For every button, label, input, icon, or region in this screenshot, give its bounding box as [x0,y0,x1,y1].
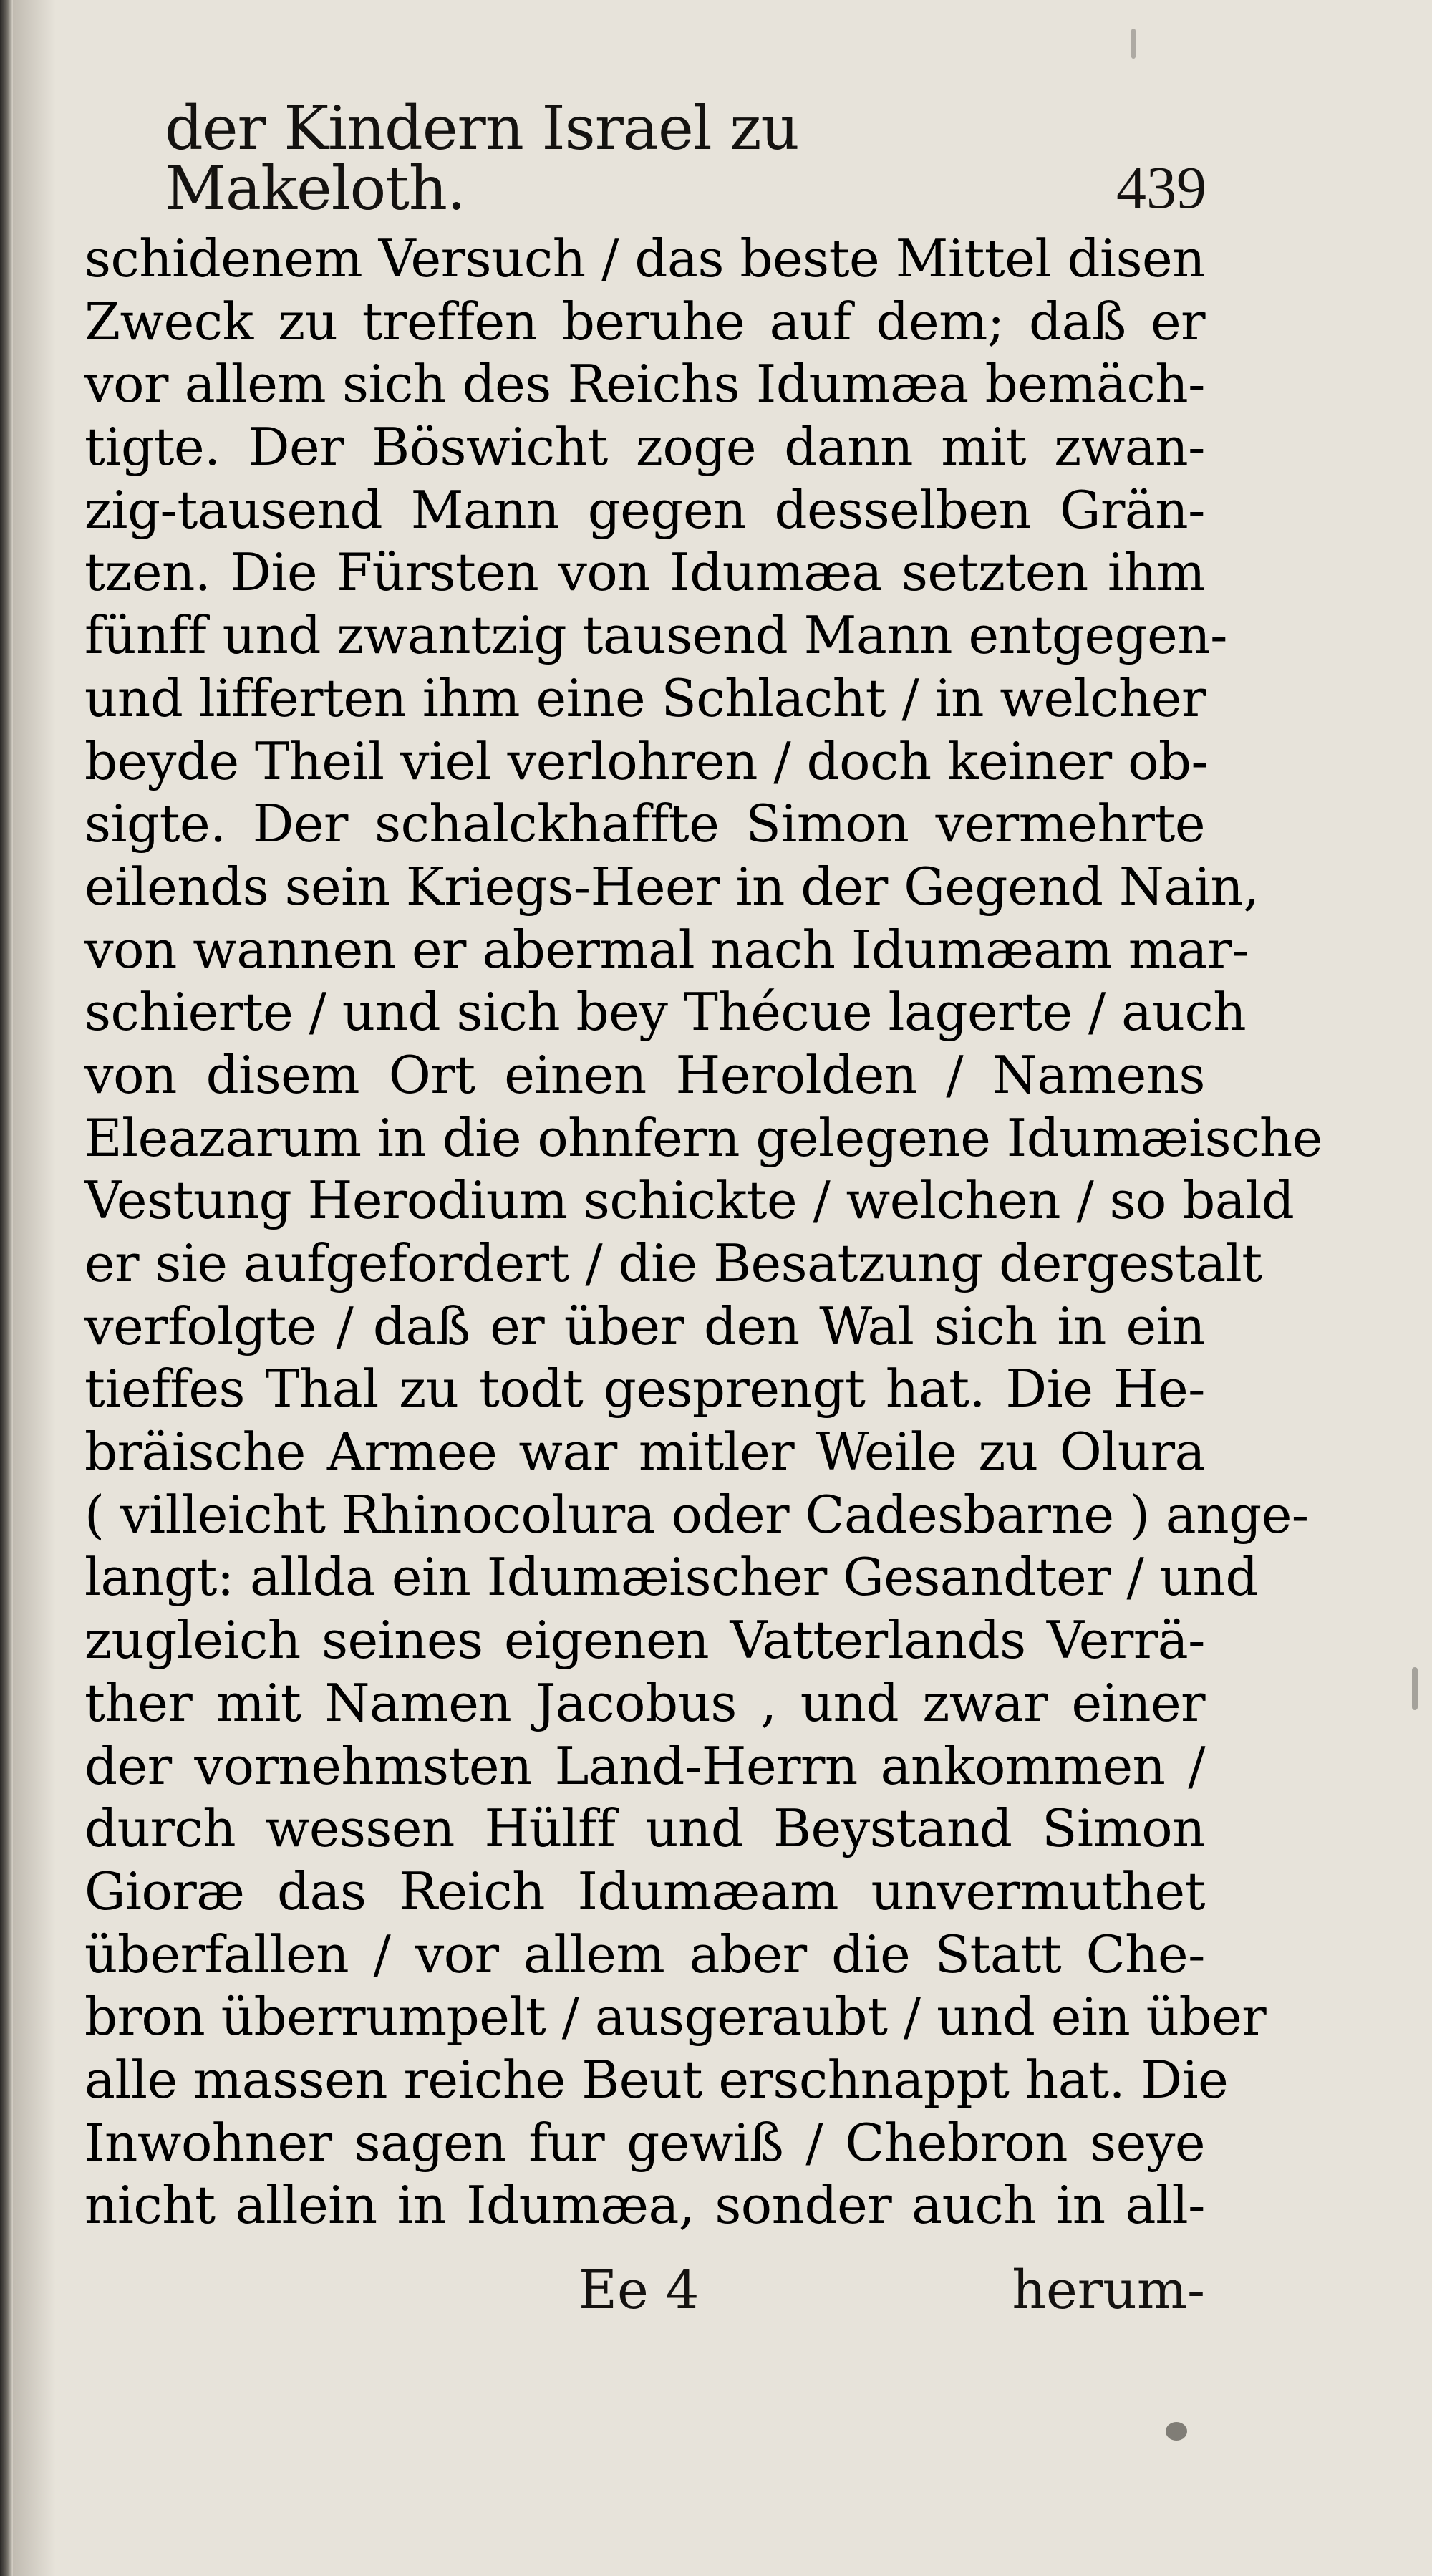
text-line: zugleich seines eigenen Vatterlands Verrä- [84,1610,1205,1671]
text-line: schidenem Versuch / das beste Mittel disen [84,228,1205,289]
text-line: Vestung Herodium schickte / welchen / so bald [84,1170,1295,1231]
ink-speck [1131,29,1136,59]
body-text [84,228,1322,2237]
text-line: beyde Theil viel verlohren / doch keiner ob- [84,730,1209,791]
text-line: verfolgte / daß er über den Wal sich in ein [84,1296,1205,1356]
ink-speck [1412,1667,1418,1710]
text-line: fünff und zwantzig tausend Mann entgegen- [84,605,1227,666]
ink-speck [1166,2422,1187,2441]
text-line: überfallen / vor allem aber die Statt Che- [84,1924,1205,1984]
text-line: Eleazarum in die ohnfern gelegene Idumæische [84,1107,1322,1168]
text-line: er sie aufgefordert / die Besatzung dergestalt [84,1233,1262,1293]
text-line: Gioræ das Reich Idumæam unvermuthet [84,1861,1205,1921]
text-line: nicht allein in Idumæa, sonder auch in all- [84,2175,1205,2236]
text-line: bron überrumpelt / ausgeraubt / und ein über [84,1987,1267,2047]
catchword: herum- [1012,2259,1205,2321]
text-line: durch wessen Hülff und Beystand Simon [84,1798,1205,1859]
text-line: und lifferten ihm eine Schlacht / in welcher [84,667,1206,728]
text-line: Zweck zu treffen beruhe auf dem; daß er [84,291,1205,352]
page-header [165,93,1206,223]
text-line: schierte / und sich bey Thécue lagerte / auch [84,982,1247,1043]
text-line: tzen. Die Fürsten von Idumæa setzten ihm [84,542,1205,603]
page-footer [84,2259,1205,2331]
text-line: von wannen er abermal nach Idumæam mar- [84,919,1249,980]
gutter-shadow [13,0,56,2576]
text-line: bräische Armee war mitler Weile zu Olura [84,1422,1205,1482]
text-line: von disem Ort einen Herolden / Namens [84,1044,1205,1105]
text-line: ( villeicht Rhinocolura oder Cadesbarne ) ange- [84,1484,1309,1545]
text-line: zig-tausend Mann gegen desselben Grän- [84,479,1205,540]
text-line: sigte. Der schalckhaffte Simon vermehrte [84,793,1205,854]
page-number: 439 [1116,155,1206,221]
text-line: Inwohner sagen fur gewiß / Chebron seye [84,2112,1205,2173]
text-line: ther mit Namen Jacobus , und zwar einer [84,1672,1205,1733]
text-line: der vornehmsten Land-Herrn ankommen / [84,1735,1205,1796]
signature-mark: Ee 4 [579,2259,700,2321]
text-line: eilends sein Kriegs-Heer in der Gegend Nain, [84,856,1259,917]
text-line: vor allem sich des Reichs Idumæa bemäch- [84,354,1205,415]
text-line: tigte. Der Böswicht zoge dann mit zwan- [84,417,1205,478]
text-line: alle massen reiche Beut erschnappt hat. Die [84,2049,1229,2110]
running-head: der Kindern Israel zu Makeloth. [165,93,799,223]
text-line: tieffes Thal zu todt gesprengt hat. Die He- [84,1359,1205,1419]
text-line: langt: allda ein Idumæischer Gesandter / und [84,1547,1258,1608]
page-gutter [0,0,13,2576]
